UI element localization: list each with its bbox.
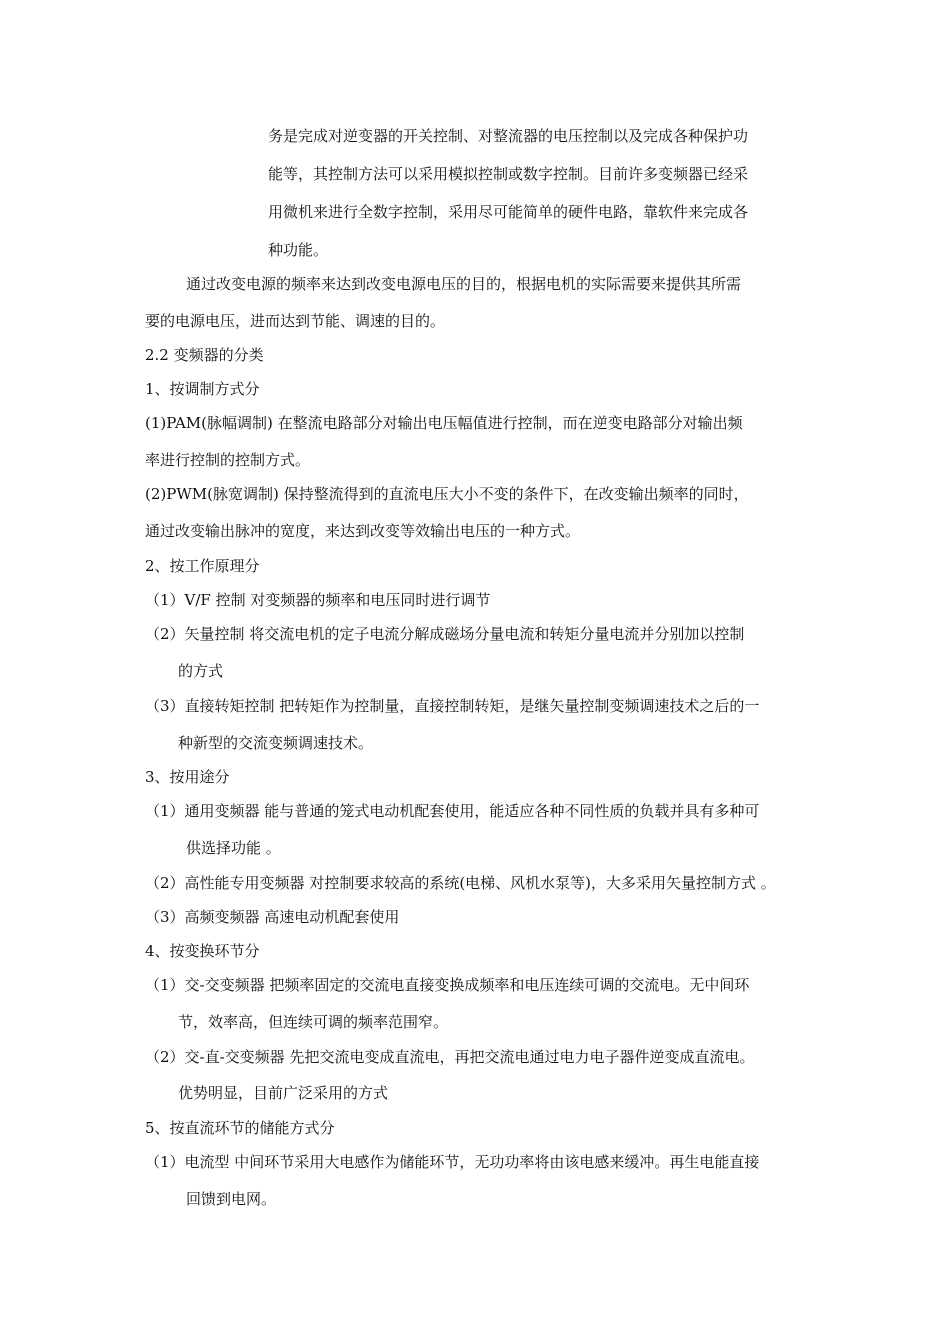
text-line: （2）交-直-交变频器 先把交流电变成直流电，再把交流电通过电力电子器件逆变成直流电。	[145, 1048, 755, 1066]
subsection-heading: 5、按直流环节的储能方式分	[145, 1119, 335, 1137]
text-line: 能等，其控制方法可以采用模拟控制或数字控制。目前许多变频器已经采	[268, 165, 749, 183]
text-line: （1）通用变频器 能与普通的笼式电动机配套使用，能适应各种不同性质的负载并具有多种可	[145, 802, 760, 820]
subsection-heading: 3、按用途分	[145, 768, 230, 786]
text-line: 率进行控制的控制方式。	[145, 451, 311, 469]
subsection-heading: 4、按变换环节分	[145, 942, 260, 960]
text-line: 优势明显，目前广泛采用的方式	[178, 1084, 389, 1102]
text-line: 回馈到电网。	[186, 1190, 277, 1208]
text-line: （1）V/F 控制 对变频器的频率和电压同时进行调节	[145, 591, 491, 609]
text-line: 务是完成对逆变器的开关控制、对整流器的电压控制以及完成各种保护功	[268, 127, 749, 145]
text-line: 通过改变输出脉冲的宽度，来达到改变等效输出电压的一种方式。	[145, 522, 581, 540]
subsection-heading: 1、按调制方式分	[145, 380, 260, 398]
text-line: （1）交-交变频器 把频率固定的交流电直接变换成频率和电压连续可调的交流电。无中间环	[145, 976, 750, 994]
text-line: （3）高频变频器 高速电动机配套使用	[145, 908, 400, 926]
text-line: （3）直接转矩控制 把转矩作为控制量，直接控制转矩，是继矢量控制变频调速技术之后的一	[145, 697, 760, 715]
text-line: 的方式	[178, 662, 224, 680]
subsection-heading: 2、按工作原理分	[145, 557, 260, 575]
text-line: 要的电源电压，进而达到节能、调速的目的。	[145, 312, 446, 330]
text-line: （2）高性能专用变频器 对控制要求较高的系统(电梯、风机水泵等)，大多采用矢量控制方式 。	[145, 874, 776, 892]
text-line: 供选择功能 。	[186, 839, 281, 857]
text-line: (1)PAM(脉幅调制) 在整流电路部分对输出电压幅值进行控制，而在逆变电路部分对输出频	[145, 414, 743, 432]
text-line: 节，效率高，但连续可调的频率范围窄。	[178, 1013, 449, 1031]
text-line: 种新型的交流变频调速技术。	[178, 734, 374, 752]
text-line: 通过改变电源的频率来达到改变电源电压的目的，根据电机的实际需要来提供其所需	[186, 275, 742, 293]
text-line: （1）电流型 中间环节采用大电感作为储能环节，无功功率将由该电感来缓冲。再生电能直接	[145, 1153, 760, 1171]
text-line: 用微机来进行全数字控制，采用尽可能简单的硬件电路，靠软件来完成各	[268, 203, 749, 221]
text-line: （2）矢量控制 将交流电机的定子电流分解成磁场分量电流和转矩分量电流并分别加以控制	[145, 625, 745, 643]
section-heading: 2.2 变频器的分类	[145, 346, 264, 364]
text-line: (2)PWM(脉宽调制) 保持整流得到的直流电压大小不变的条件下，在改变输出频率的同时，	[145, 485, 749, 503]
text-line: 种功能。	[268, 241, 329, 259]
